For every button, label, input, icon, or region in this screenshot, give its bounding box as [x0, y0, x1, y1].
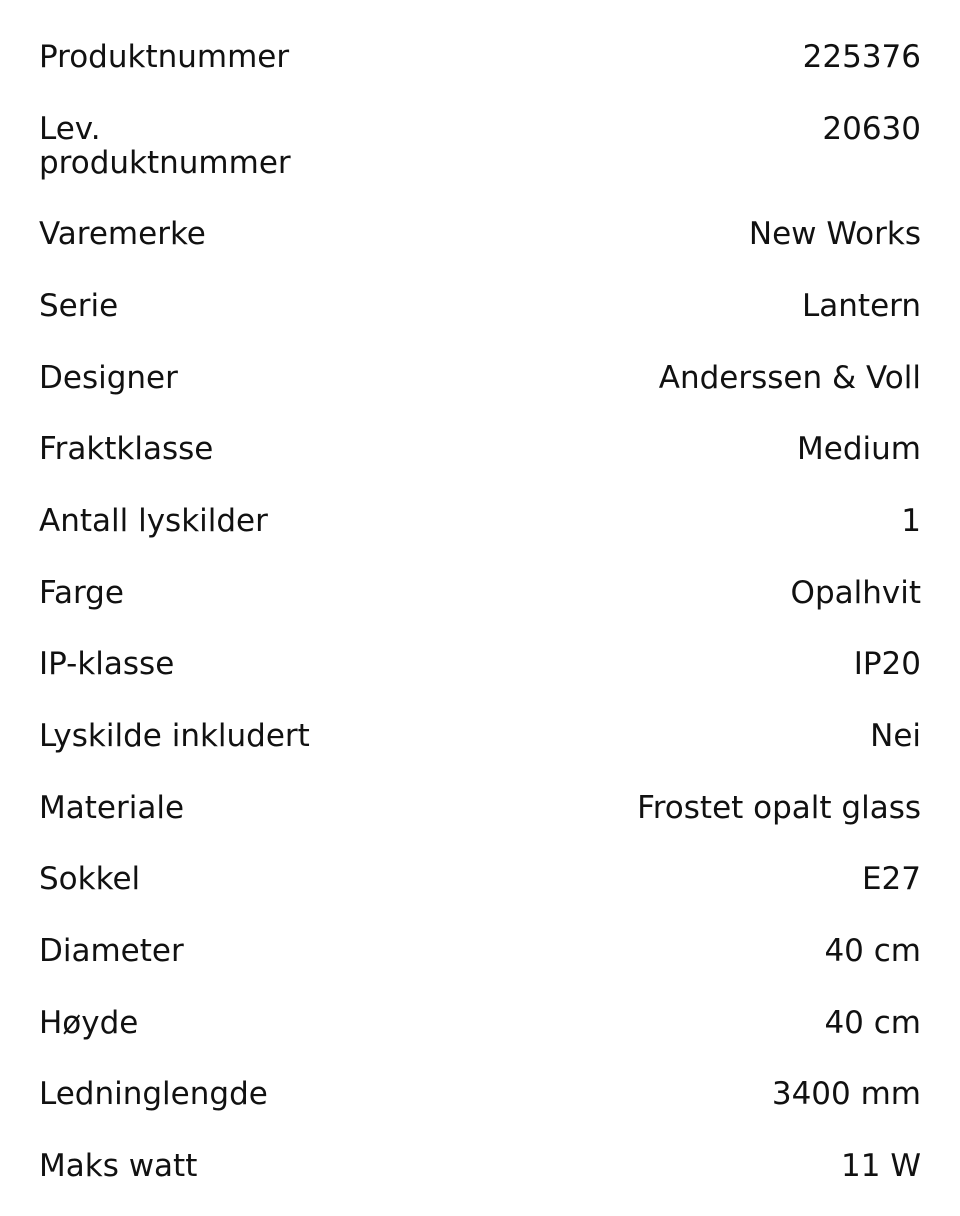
- spec-row-antall-lyskilder: [39, 504, 921, 538]
- spec-row-lyskilde-inkludert: [39, 719, 921, 753]
- spec-value: 11 W: [841, 1148, 921, 1184]
- spec-value: 40 cm: [824, 933, 921, 969]
- spec-label: Ledninglengde: [39, 1076, 268, 1112]
- spec-row-maks-watt: [39, 1149, 921, 1183]
- spec-row-ip-klasse: [39, 647, 921, 681]
- spec-label: Serie: [39, 288, 119, 324]
- spec-row-farge: [39, 576, 921, 610]
- spec-label: Designer: [39, 360, 178, 396]
- spec-row-lev-produktnummer: [39, 112, 921, 180]
- spec-value: Lantern: [802, 288, 921, 324]
- spec-label: Lyskilde inkludert: [39, 718, 310, 754]
- spec-row-diameter: [39, 934, 921, 968]
- spec-label: Varemerke: [39, 216, 206, 252]
- spec-label: IP-klasse: [39, 646, 175, 682]
- spec-row-materiale: [39, 791, 921, 825]
- spec-label: Diameter: [39, 933, 184, 969]
- spec-label: Produktnummer: [39, 39, 290, 75]
- spec-value: Anderssen & Voll: [658, 360, 921, 396]
- spec-label: Fraktklasse: [39, 431, 214, 467]
- spec-value: 225376: [802, 39, 921, 75]
- spec-label: Lev. produktnummer: [39, 111, 291, 181]
- spec-value: E27: [861, 861, 921, 897]
- spec-row-hoyde: [39, 1006, 921, 1040]
- spec-row-designer: [39, 361, 921, 395]
- spec-value: IP20: [853, 646, 921, 682]
- spec-label: Antall lyskilder: [39, 503, 268, 539]
- spec-row-ledninglengde: [39, 1077, 921, 1111]
- spec-value: 1: [901, 503, 921, 539]
- spec-value: Opalhvit: [790, 575, 921, 611]
- spec-label: Farge: [39, 575, 124, 611]
- spec-value: 40 cm: [824, 1005, 921, 1041]
- spec-label: Maks watt: [39, 1148, 198, 1184]
- spec-value: 20630: [822, 111, 921, 147]
- spec-value: Frostet opalt glass: [637, 790, 921, 826]
- spec-value: 3400 mm: [771, 1076, 921, 1112]
- spec-value: New Works: [748, 216, 921, 252]
- spec-value: Medium: [797, 431, 921, 467]
- spec-row-fraktklasse: [39, 432, 921, 466]
- spec-row-sokkel: [39, 862, 921, 896]
- spec-row-produktnummer: [39, 40, 921, 74]
- spec-label: Materiale: [39, 790, 185, 826]
- spec-label: Sokkel: [39, 861, 141, 897]
- spec-row-serie: [39, 289, 921, 323]
- spec-row-varemerke: [39, 217, 921, 251]
- spec-value: Nei: [870, 718, 921, 754]
- spec-label: Høyde: [39, 1005, 139, 1041]
